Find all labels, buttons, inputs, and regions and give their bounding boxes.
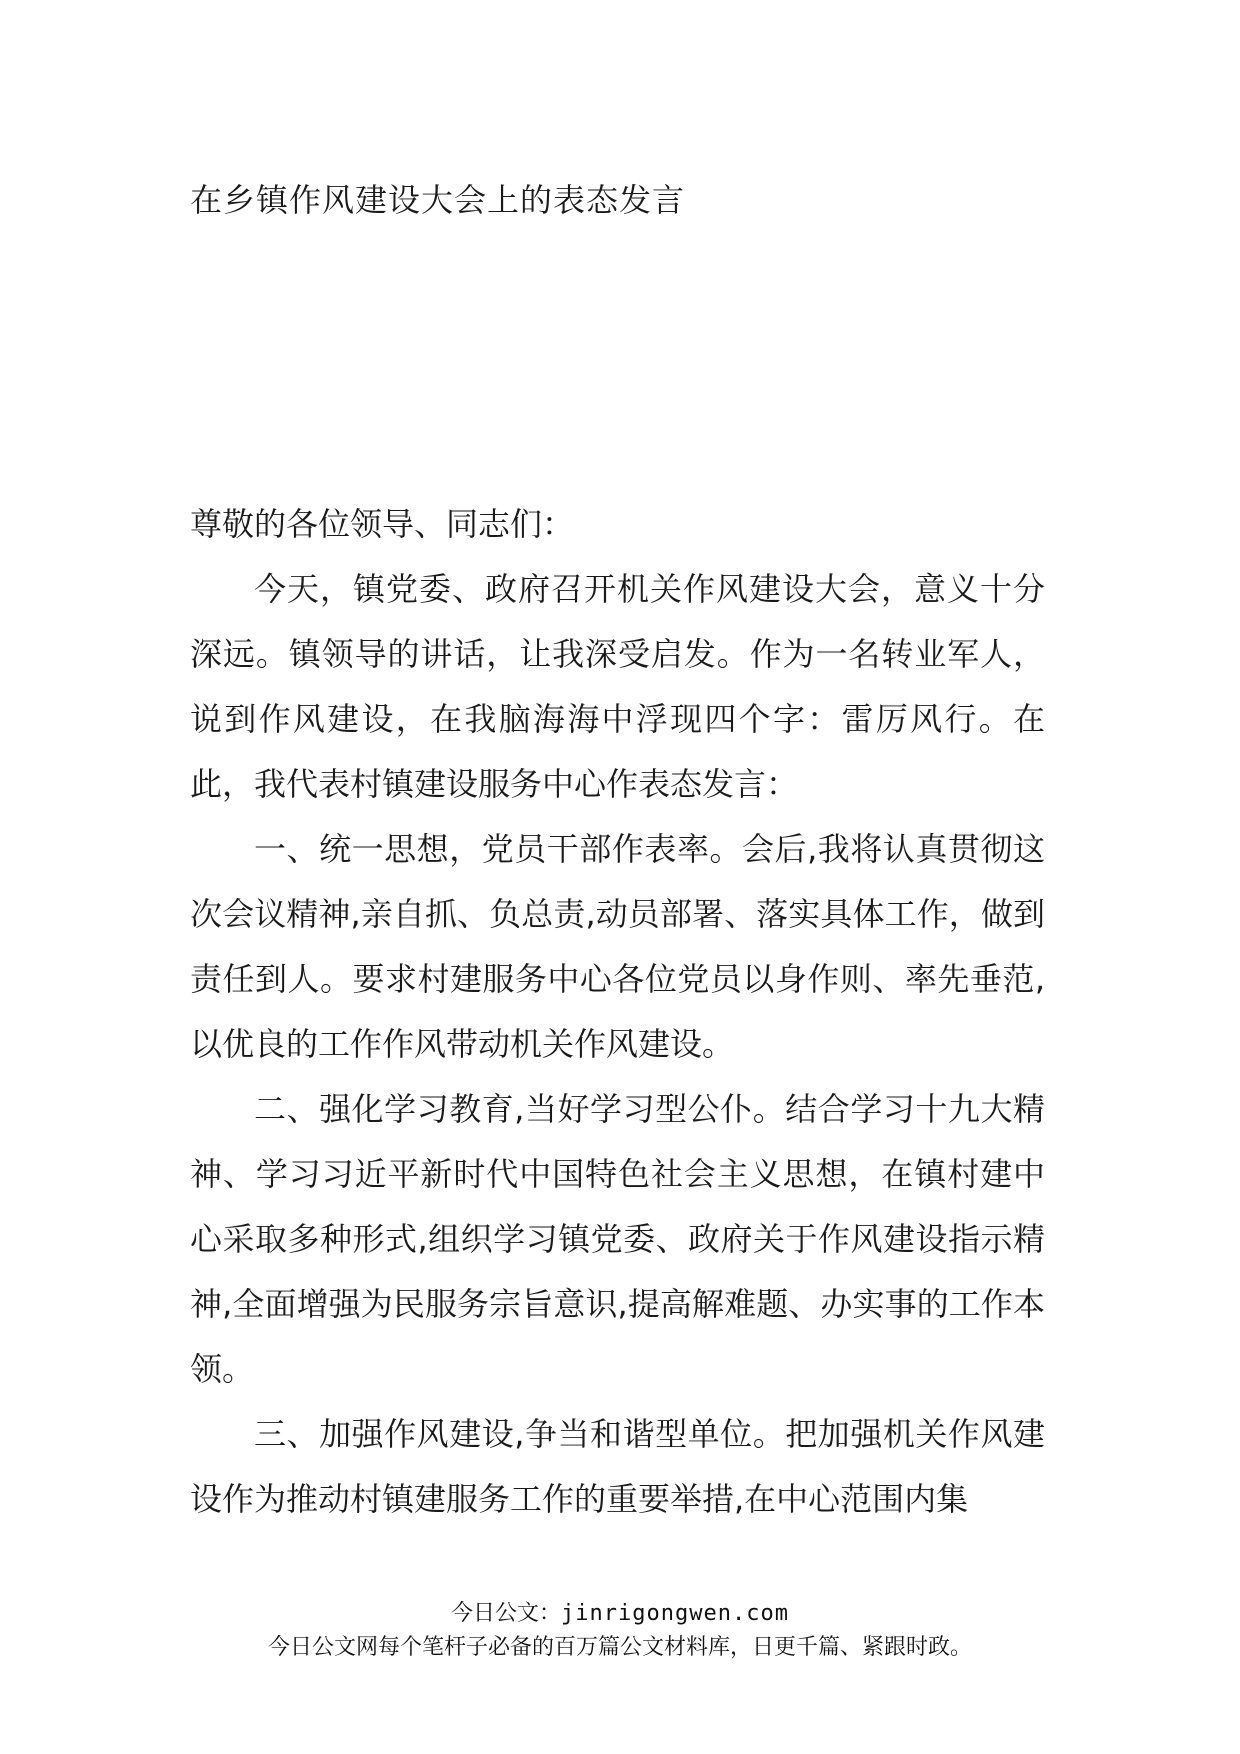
- salutation: 尊敬的各位领导、同志们：: [190, 505, 575, 543]
- footer-tagline: 今日公文网每个笔杆子必备的百万篇公文材料库，日更千篇、紧跟时政。: [267, 1635, 972, 1660]
- document-title: 在乡镇作风建设大会上的表态发言: [190, 181, 686, 219]
- footer-site-url[interactable]: jinrigongwen.com: [561, 1601, 789, 1626]
- footer-site-line: [0, 1598, 1240, 1630]
- paragraph-intro: 今天，镇党委、政府召开机关作风建设大会，意义十分深远。镇领导的讲话，让我深受启发。作为一名转业军人，说到作风建设，在我脑海海中浮现四个字：雷厉风行。在此，我代表村镇建设服务中心作表态发言：: [190, 570, 1045, 803]
- footer-site-label: 今日公文：: [451, 1601, 562, 1626]
- paragraph-point-two: 二、强化学习教育,当好学习型公仆。结合学习十九大精神、学习习近平新时代中国特色社会主义思想，在镇村建中心采取多种形式,组织学习镇党委、政府关于作风建设指示精神,全面增强为民服务宗旨意识,提高解难题、办实事的工作本领。: [190, 1090, 1045, 1388]
- paragraph-point-one: 一、统一思想，党员干部作表率。会后,我将认真贯彻这次会议精神,亲自抓、负总责,动员部署、落实具体工作，做到责任到人。要求村建服务中心各位党员以身作则、率先垂范,以优良的工作作风带动机关作风建设。: [190, 830, 1045, 1063]
- document-body: [190, 492, 1045, 1532]
- paragraph-point-three: 三、加强作风建设,争当和谐型单位。把加强机关作风建设作为推动村镇建服务工作的重要举措,在中心范围内集: [190, 1415, 1045, 1518]
